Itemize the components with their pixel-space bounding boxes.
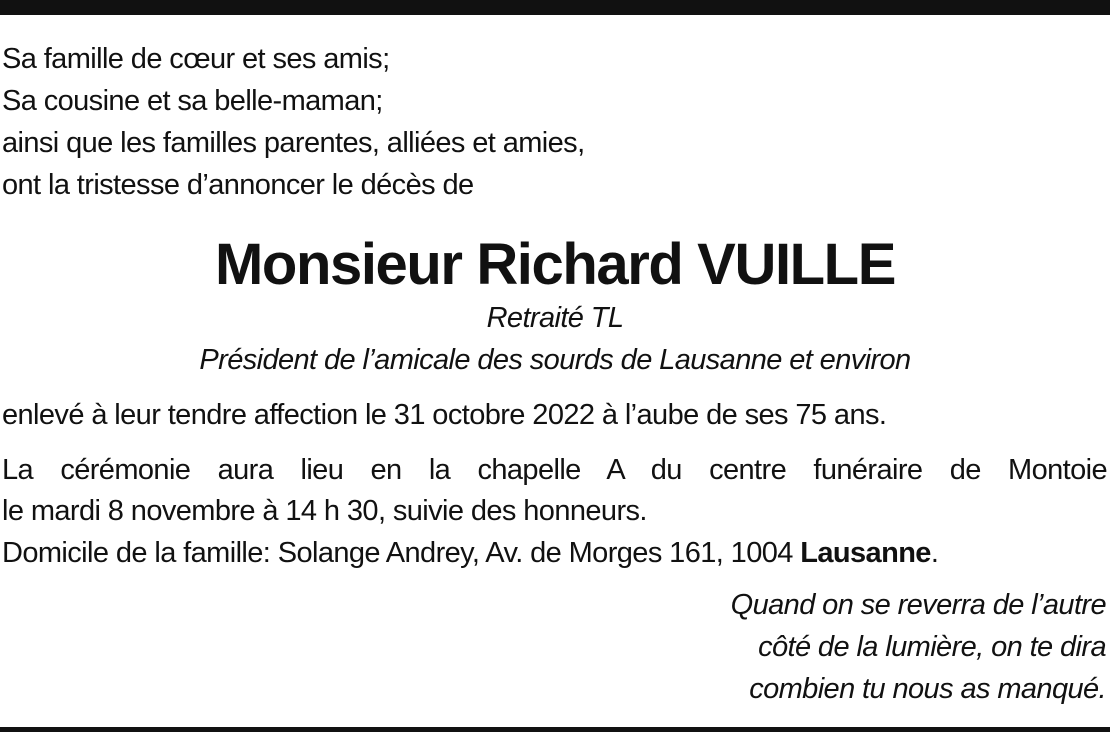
intro-line-2: Sa cousine et sa belle-maman; xyxy=(2,85,383,117)
intro-line-4: ont la tristesse d’annoncer le décès de xyxy=(2,169,474,201)
top-rule xyxy=(0,0,1110,15)
intro-line-1: Sa famille de cœur et ses amis; xyxy=(2,43,390,75)
quote-line-3: combien tu nous as manqué. xyxy=(749,673,1106,705)
domicile-city: Lausanne xyxy=(800,537,931,569)
quote-line-1: Quand on se reverra de l’autre xyxy=(730,589,1106,621)
ceremony-line-2: le mardi 8 novembre à 14 h 30, suivie des honneurs. xyxy=(2,495,647,527)
domicile-suffix: . xyxy=(930,537,939,569)
deceased-name: Monsieur Richard VUILLE xyxy=(215,232,895,297)
bottom-rule xyxy=(0,727,1110,732)
passing-line: enlevé à leur tendre affection le 31 octobre 2022 à l’aube de ses 75 ans. xyxy=(2,399,887,431)
quote-line-2: côté de la lumière, on te dira xyxy=(758,631,1106,663)
domicile-prefix: Domicile de la famille: Solange Andrey, Av. de Morges 161, 1004 xyxy=(2,537,801,569)
domicile-line xyxy=(2,533,938,573)
deceased-title-2: Président de l’amicale des sourds de Lausanne et environ xyxy=(199,344,911,376)
deceased-title-1: Retraité TL xyxy=(486,302,624,334)
ceremony-line-1: La cérémonie aura lieu en la chapelle A du centre funéraire de Montoie xyxy=(2,454,1107,486)
intro-line-3: ainsi que les familles parentes, alliées et amies, xyxy=(2,127,585,159)
